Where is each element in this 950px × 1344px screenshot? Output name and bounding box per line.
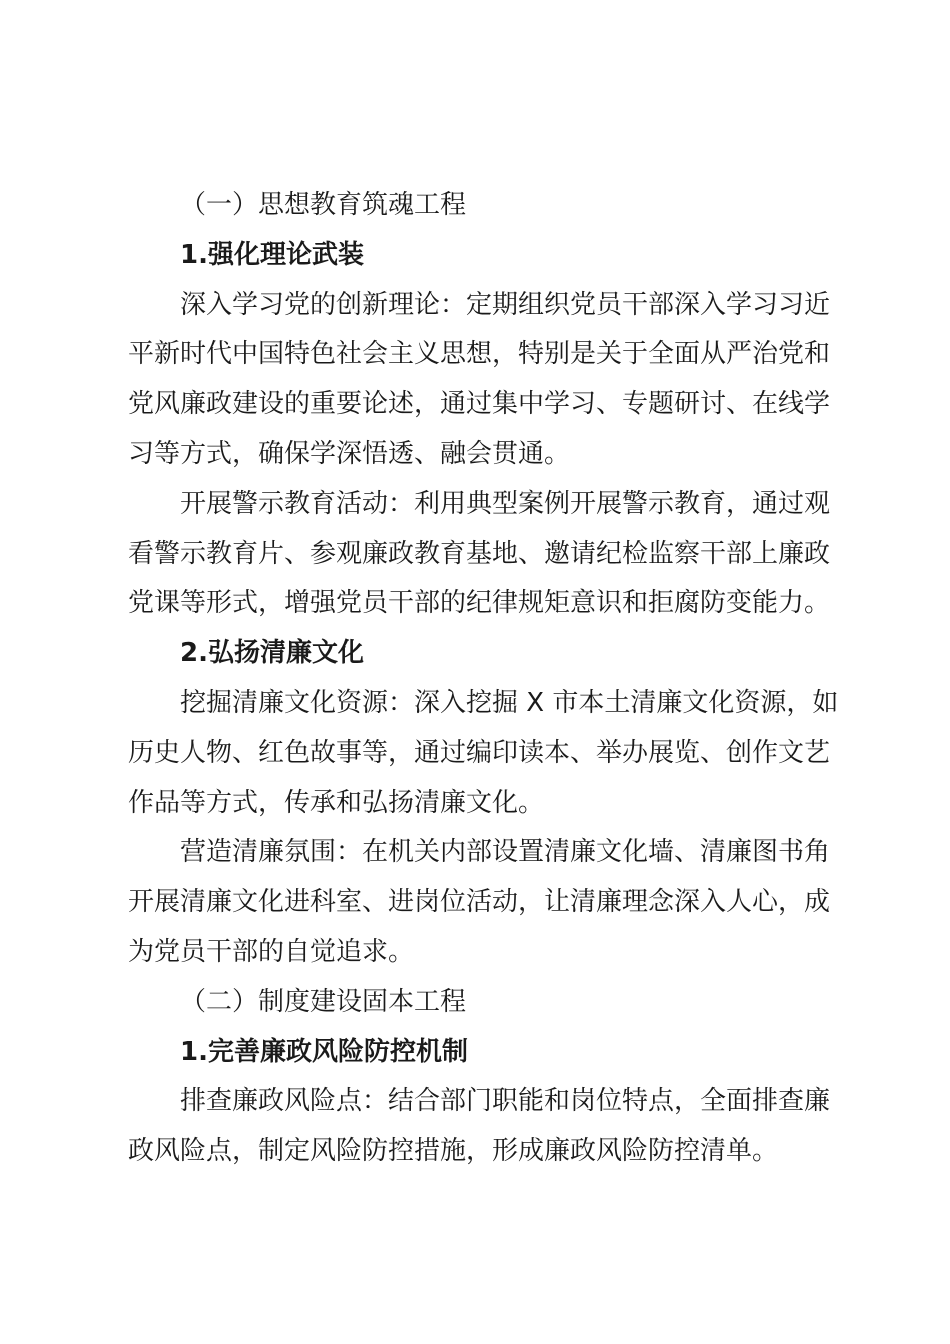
paragraph-line: 开展警示教育活动：利用典型案例开展警示教育，通过观 — [180, 488, 831, 519]
section-heading: （二）制度建设固本工程 — [180, 986, 467, 1017]
paragraph — [128, 828, 834, 977]
document-page — [128, 181, 839, 1177]
paragraph-line: 深入学习党的创新理论：定期组织党员干部深入学习习近 — [180, 289, 831, 320]
subheading: 1.强化理论武装 — [180, 239, 364, 270]
paragraph-line: 挖掘清廉文化资源：深入挖掘 X 市本土清廉文化资源，如 — [180, 687, 839, 718]
paragraph-line: 政风险点，制定风险防控措施，形成廉政风险防控清单。 — [128, 1136, 779, 1167]
paragraph-line: 开展清廉文化进科室、进岗位活动，让清廉理念深入人心，成 — [128, 887, 831, 918]
paragraph-line: 为党员干部的自觉追求。 — [128, 936, 415, 967]
paragraph — [128, 281, 834, 480]
paragraph-line: 营造清廉氛围：在机关内部设置清廉文化墙、清廉图书角 — [180, 837, 831, 868]
paragraph-line: 习等方式，确保学深悟透、融会贯通。 — [128, 438, 571, 469]
paragraph-line: 历史人物、红色故事等，通过编印读本、举办展览、创作文艺 — [128, 737, 831, 768]
paragraph-line: 平新时代中国特色社会主义思想，特别是关于全面从严治党和 — [128, 339, 831, 370]
paragraph — [128, 480, 834, 629]
paragraph-line: 党课等形式，增强党员干部的纪律规矩意识和拒腐防变能力。 — [128, 588, 831, 619]
paragraph-line: 作品等方式，传承和弘扬清廉文化。 — [128, 787, 545, 818]
paragraph-line: 排查廉政风险点：结合部门职能和岗位特点，全面排查廉 — [180, 1086, 831, 1117]
section-heading: （一）思想教育筑魂工程 — [180, 190, 467, 220]
subheading: 2.弘扬清廉文化 — [180, 638, 364, 669]
paragraph — [128, 1077, 834, 1177]
paragraph — [128, 679, 839, 828]
paragraph-line: 看警示教育片、参观廉政教育基地、邀请纪检监察干部上廉政 — [128, 538, 831, 569]
paragraph-line: 党风廉政建设的重要论述，通过集中学习、专题研讨、在线学 — [128, 389, 831, 420]
subheading: 1.完善廉政风险防控机制 — [180, 1036, 468, 1067]
